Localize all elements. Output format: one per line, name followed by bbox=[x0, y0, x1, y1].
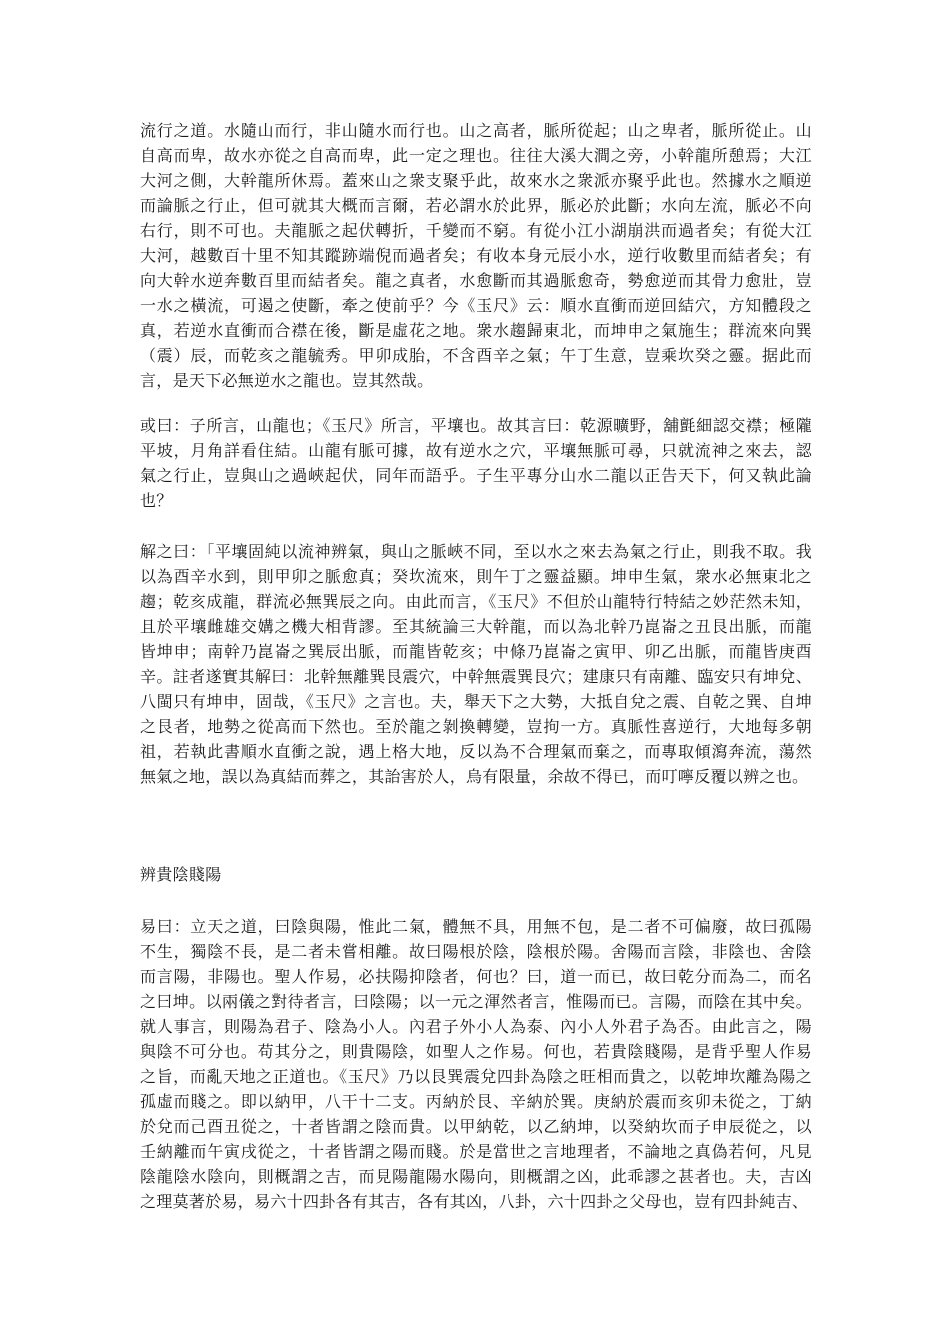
text-line: 且於平壤雌雄交媾之機大相背謬。至其統論三大幹龍，而以為北幹乃崑崙之丑艮出脈，而龍 bbox=[140, 617, 812, 636]
text-line: 而論脈之行止，但可就其大概而言爾，若必謂水於此界，脈必於此斷；水向左流，脈必不向 bbox=[140, 196, 812, 215]
text-line: 氣之行止，豈與山之過峽起伏，同年而語乎。子生平專分山水二龍以正告天下，何又執此論 bbox=[140, 466, 812, 485]
text-line: 皆坤申；南幹乃崑崙之巽辰出脈，而龍皆乾亥；中條乃崑崙之寅甲、卯乙出脈，而龍皆庚酉 bbox=[140, 642, 812, 661]
text-line: 向大幹水逆奔數百里而結者矣。龍之真者，水愈斷而其過脈愈奇，勢愈逆而其骨力愈壯，豈 bbox=[140, 271, 812, 290]
text-line: 無氣之地，誤以為真結而葬之，其詒害於人，烏有限量，余故不得已，而叮嚀反覆以辨之也。 bbox=[140, 767, 809, 786]
text-line: 壬納離而午寅戌從之，十者皆謂之陽而賤。於是當世之言地理者，不論地之真偽若何，凡見 bbox=[140, 1142, 812, 1161]
text-line: 八閩只有坤申，固哉，《玉尺》之言也。夫，舉天下之大勢，大抵自兌之震、自乾之巽、自坤 bbox=[140, 692, 812, 711]
text-line: 祖，若執此書順水直衝之說，遇上格大地，反以為不合理氣而棄之，而專取傾瀉奔流，蕩然 bbox=[140, 742, 812, 761]
text-line: 流行之道。水隨山而行，非山隨水而行也。山之高者，脈所從起；山之卑者，脈所從止。山 bbox=[140, 121, 812, 140]
text-line: 不生，獨陰不長，是二者未嘗相離。故曰陽根於陰，陰根於陽。舍陽而言陰，非陰也、舍陰 bbox=[140, 942, 812, 961]
text-line: 大河之側，大幹龍所休焉。蓋來山之衆支聚乎此，故來水之衆派亦聚乎此也。然據水之順逆 bbox=[140, 171, 812, 190]
text-line: 與陰不可分也。苟其分之，則貴陽陰，如聖人之作易。何也，若貴陰賤陽，是背乎聖人作易 bbox=[140, 1042, 812, 1061]
text-line: 之理莫著於易，易六十四卦各有其吉，各有其凶，八卦，六十四卦之父母也，豈有四卦純吉、 bbox=[140, 1192, 809, 1211]
paragraph-4 bbox=[140, 914, 812, 1214]
text-line: 一水之橫流，可遏之使斷，牽之使前乎？今《玉尺》云：順水直衝而逆回結穴，方知體段之 bbox=[140, 296, 812, 315]
text-line: 也？ bbox=[140, 491, 173, 510]
text-line: 或曰：子所言，山龍也；《玉尺》所言，平壤也。故其言曰：乾源曠野，舖氈細認交襟；極隴 bbox=[140, 416, 812, 435]
text-line: 易曰：立天之道，曰陰與陽，惟此二氣，體無不具，用無不包，是二者不可偏廢，故曰孤陽 bbox=[140, 917, 812, 936]
text-line: 於兌而己酉丑從之，十者皆謂之陰而貴。以甲納乾，以乙納坤，以癸納坎而子申辰從之，以 bbox=[140, 1117, 812, 1136]
text-line: 之艮者，地勢之從高而下然也。至於龍之剝換轉變，豈拘一方。真脈性喜逆行，大地每多朝 bbox=[140, 717, 812, 736]
text-line: 右行，則不可也。夫龍脈之起伏轉折，千變而不窮。有從小江小湖崩洪而過者矣；有從大江 bbox=[140, 221, 812, 240]
paragraph-1 bbox=[140, 118, 812, 393]
text-line: 真，若逆水直衝而合襟在後，斷是虛花之地。衆水趨歸東北，而坤申之氣施生；群流來向巽 bbox=[140, 321, 812, 340]
text-line: 趨；乾亥成龍，群流必無巽辰之向。由此而言，《玉尺》不但於山龍特行特結之妙茫然未知， bbox=[140, 592, 812, 611]
text-line: 大河，越數百十里不知其蹤跡端倪而過者矣；有收本身元辰小水，逆行收數里而結者矣；有 bbox=[140, 246, 812, 265]
text-line: （震）辰，而乾亥之龍毓秀。甲卯成胎，不含酉辛之氣；午丁生意，豈乘坎癸之靈。据此而 bbox=[140, 346, 812, 365]
text-line: 解之曰：「平壤固純以流神辨氣，與山之脈峽不同，至以水之來去為氣之行止，則我不取。我 bbox=[140, 542, 812, 561]
section-title-text: 辨貴陰賤陽 bbox=[140, 865, 222, 884]
text-line: 辛。註者遂實其解曰：北幹無離巽艮震穴，中幹無震巽艮穴；建康只有南離、臨安只有坤兌、 bbox=[140, 667, 812, 686]
text-line: 言，是天下必無逆水之龍也。豈其然哉。 bbox=[140, 371, 434, 390]
text-line: 以為酉辛水到，則甲卯之脈愈真；癸坎流來，則午丁之靈益顯。坤申生氣，衆水必無東北之 bbox=[140, 567, 812, 586]
text-line: 而言陽，非陽也。聖人作易，必扶陽抑陰者，何也？曰，道一而已，故曰乾分而為二，而名 bbox=[140, 967, 812, 986]
text-line: 孤虛而賤之。即以納甲，八干十二支。丙納於艮、辛納於巽。庚納於震而亥卯未從之，丁納 bbox=[140, 1092, 812, 1111]
section-title bbox=[140, 862, 812, 887]
text-line: 之曰坤。以兩儀之對待者言，曰陰陽；以一元之渾然者言，惟陽而已。言陽，而陰在其中矣。 bbox=[140, 992, 812, 1011]
paragraph-3 bbox=[140, 539, 812, 789]
text-line: 之旨，而亂天地之正道也。《玉尺》乃以艮巽震兌四卦為陰之旺相而貴之，以乾坤坎離為陽之 bbox=[140, 1067, 812, 1086]
text-line: 陰龍陰水陰向，則概謂之吉，而見陽龍陽水陽向，則概謂之凶，此乖謬之甚者也。夫，吉凶 bbox=[140, 1167, 812, 1186]
paragraph-2 bbox=[140, 413, 812, 513]
text-line: 就人事言，則陽為君子、陰為小人。內君子外小人為泰、內小人外君子為否。由此言之，陽 bbox=[140, 1017, 812, 1036]
text-line: 自高而卑，故水亦從之自高而卑，此一定之理也。往往大溪大澗之旁，小幹龍所憩焉；大江 bbox=[140, 146, 812, 165]
text-line: 平坡，月角詳看住結。山龍有脈可據，故有逆水之穴，平壤無脈可尋，只就流神之來去，認 bbox=[140, 441, 812, 460]
